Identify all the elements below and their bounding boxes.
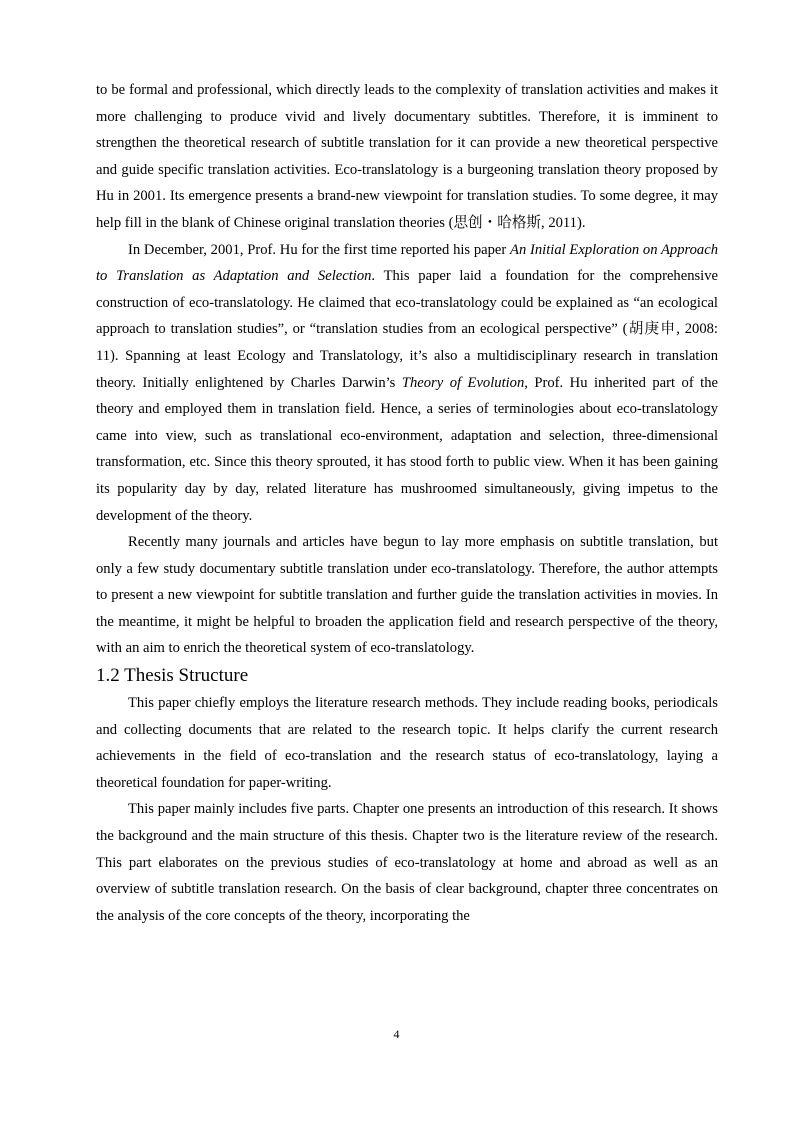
paragraph-text: In December, 2001, Prof. Hu for the first time reported his paper: [128, 241, 511, 258]
paragraph-eco-translatology-origin: [96, 237, 718, 530]
page-number: 4: [393, 1027, 400, 1041]
paragraph-research-methods: This paper chiefly employs the literature research methods. They include reading books, periodicals and collecting documents that are related to the research topic. It helps clarify the current research achievements in the field of eco-translation and the research status of eco-translatology, laying a theoretical foundation for paper-writing.: [96, 695, 718, 791]
paragraph-thesis-parts: This paper mainly includes five parts. Chapter one presents an introduction of this research. It shows the background and the main structure of this thesis. Chapter two is the literature review of the research. This part elaborates on the previous studies of eco-translatology at home and abroad as well as an overview of subtitle translation research. On the basis of clear background, chapter three concentrates on the analysis of the core concepts of the theory, incorporating the: [96, 801, 718, 924]
paragraph-text: , Prof. Hu inherited part of the theory and employed them in translation field. Hence, a series of terminologies about eco-translatology came into view, such as translational eco-environment, adaptation and selection, three-dimensional transformation, etc. Since this theory sprouted, it has stood forth to public view. When it has been gaining its popularity day by day, related literature has mushroomed simultaneously, giving impetus to the development of the theory.: [96, 374, 718, 524]
book-title: Theory of Evolution: [401, 374, 525, 391]
section-heading: 1.2 Thesis Structure: [96, 665, 249, 687]
paragraph-research-significance: Recently many journals and articles have begun to lay more emphasis on subtitle translation, but only a few study documentary subtitle translation under eco-translatology. Therefore, the author attempts to present a new viewpoint for subtitle translation and further guide the translation activities in movies. In the meantime, it might be helpful to broaden the application field and research perspective of the theory, with an aim to enrich the theoretical system of eco-translatology.: [96, 534, 718, 657]
document-body: [96, 77, 718, 929]
paragraph-text: . This paper laid a foundation for the comprehensive construction of eco-translatology. He claimed that eco-translatology could be explained as “an ecological approach to translation studies”, or “translation studies from an ecological perspective” (胡庚申, 2008: 11). Spanning at least Ecology and Translatology, it’s also a multidisciplinary research in translation theory. Initially enlightened by Charles Darwin’s: [96, 268, 718, 391]
paragraph-background-continued: to be formal and professional, which directly leads to the complexity of translation activities and makes it more challenging to produce vivid and lively documentary subtitles. Therefore, it is imminent to strengthen the theoretical research of subtitle translation for it can provide a new theoretical perspective and guide specific translation activities. Eco-translatology is a burgeoning translation theory proposed by Hu in 2001. Its emergence presents a brand-new viewpoint for translation studies. To some degree, it may help fill in the blank of Chinese original translation theories (思创・哈格斯, 2011).: [96, 82, 718, 231]
paper-title: An Initial Exploration on Approach to Translation as Adaptation and Selection: [96, 241, 718, 285]
